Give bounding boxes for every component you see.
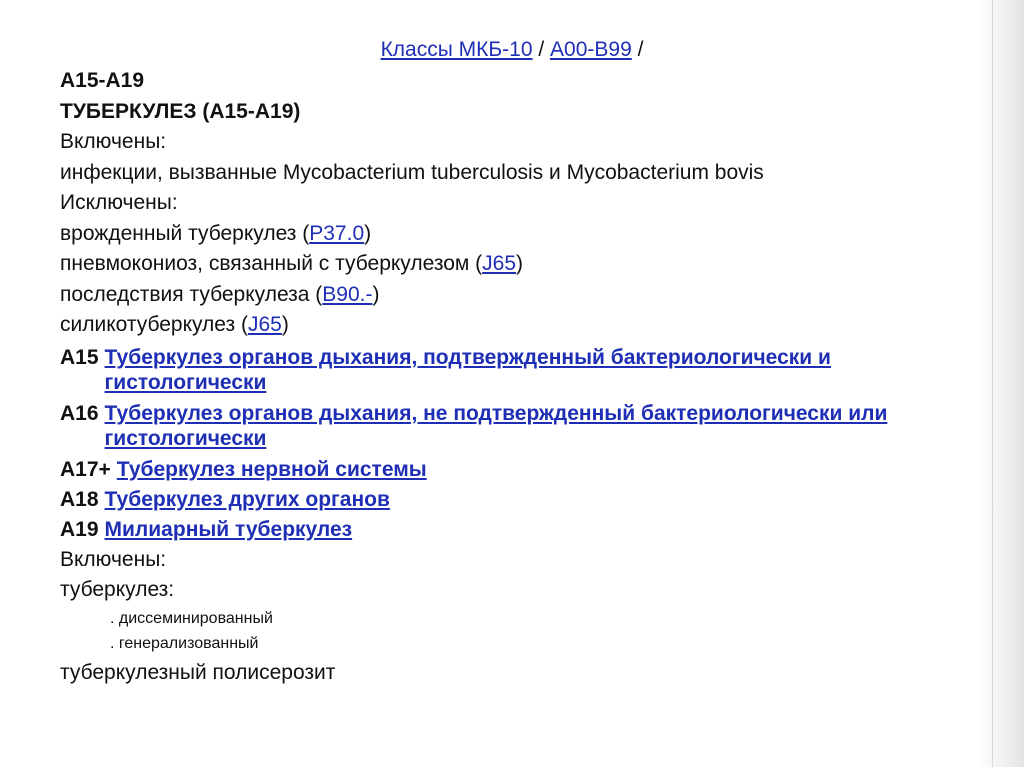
paren-close: ) <box>281 313 289 336</box>
code-label: A17+ <box>60 457 111 481</box>
tb-label: туберкулез: <box>60 578 175 601</box>
code-row-a19 <box>60 517 960 542</box>
code-label: A16 <box>60 401 99 425</box>
tb-subitem: . диссеминированный <box>110 609 273 627</box>
excluded-item <box>60 310 960 341</box>
breadcrumb-link-icd10-classes[interactable]: Классы МКБ-10 <box>380 38 533 61</box>
excluded-item <box>60 249 960 280</box>
excluded-item-text: пневмокониоз, связанный с туберкулезом ( <box>60 252 483 275</box>
breadcrumb-link-a00-b99[interactable]: A00-B99 <box>550 38 632 61</box>
paren-close: ) <box>372 282 380 306</box>
code-label: A19 <box>60 517 99 541</box>
code-row-a17 <box>60 457 960 482</box>
paren-close: ) <box>364 221 372 245</box>
excluded-label: Исключены: <box>60 191 178 214</box>
code-link-a16[interactable]: Туберкулез органов дыхания, не подтвержденный бактериологически или гистологически <box>104 401 888 450</box>
paren-close: ) <box>516 252 524 275</box>
document-body <box>60 66 960 688</box>
code-link-a19[interactable]: Милиарный туберкулез <box>104 517 353 541</box>
included-label: Включены: <box>60 130 167 153</box>
excluded-item <box>60 219 960 250</box>
breadcrumb <box>0 36 1024 64</box>
excluded-item-text: врожденный туберкулез ( <box>60 221 310 245</box>
code-row-a15 <box>60 345 960 395</box>
code-link-p37-0[interactable]: P37.0 <box>309 221 365 245</box>
slide-edge-shadow <box>978 0 1024 767</box>
code-label: A18 <box>60 487 99 511</box>
code-label: A15 <box>60 345 99 369</box>
section-code: A15-A19 <box>60 69 145 92</box>
code-row-a18 <box>60 487 960 512</box>
tb-subitem: . генерализованный <box>110 634 259 652</box>
code-link-j65[interactable]: J65 <box>482 252 517 275</box>
code-row-a16 <box>60 401 960 451</box>
excluded-item <box>60 280 960 311</box>
breadcrumb-separator: / <box>631 38 644 61</box>
code-link-a17[interactable]: Туберкулез нервной системы <box>116 457 427 481</box>
code-link-b90[interactable]: B90.- <box>322 282 373 306</box>
excluded-item-text: последствия туберкулеза ( <box>60 282 323 306</box>
last-line: туберкулезный полисерозит <box>60 660 336 684</box>
code-link-a15[interactable]: Туберкулез органов дыхания, подтвержденный бактериологически и гистологически <box>104 345 831 394</box>
breadcrumb-separator: / <box>532 38 551 61</box>
excluded-item-text: силикотуберкулез ( <box>60 313 248 336</box>
included-text: инфекции, вызванные Mycobacterium tuberculosis и Mycobacterium bovis <box>60 160 764 184</box>
code-link-j65[interactable]: J65 <box>248 313 282 336</box>
section-title: ТУБЕРКУЛЕЗ (A15-A19) <box>60 99 301 123</box>
included-label: Включены: <box>60 547 167 571</box>
code-link-a18[interactable]: Туберкулез других органов <box>104 487 390 511</box>
